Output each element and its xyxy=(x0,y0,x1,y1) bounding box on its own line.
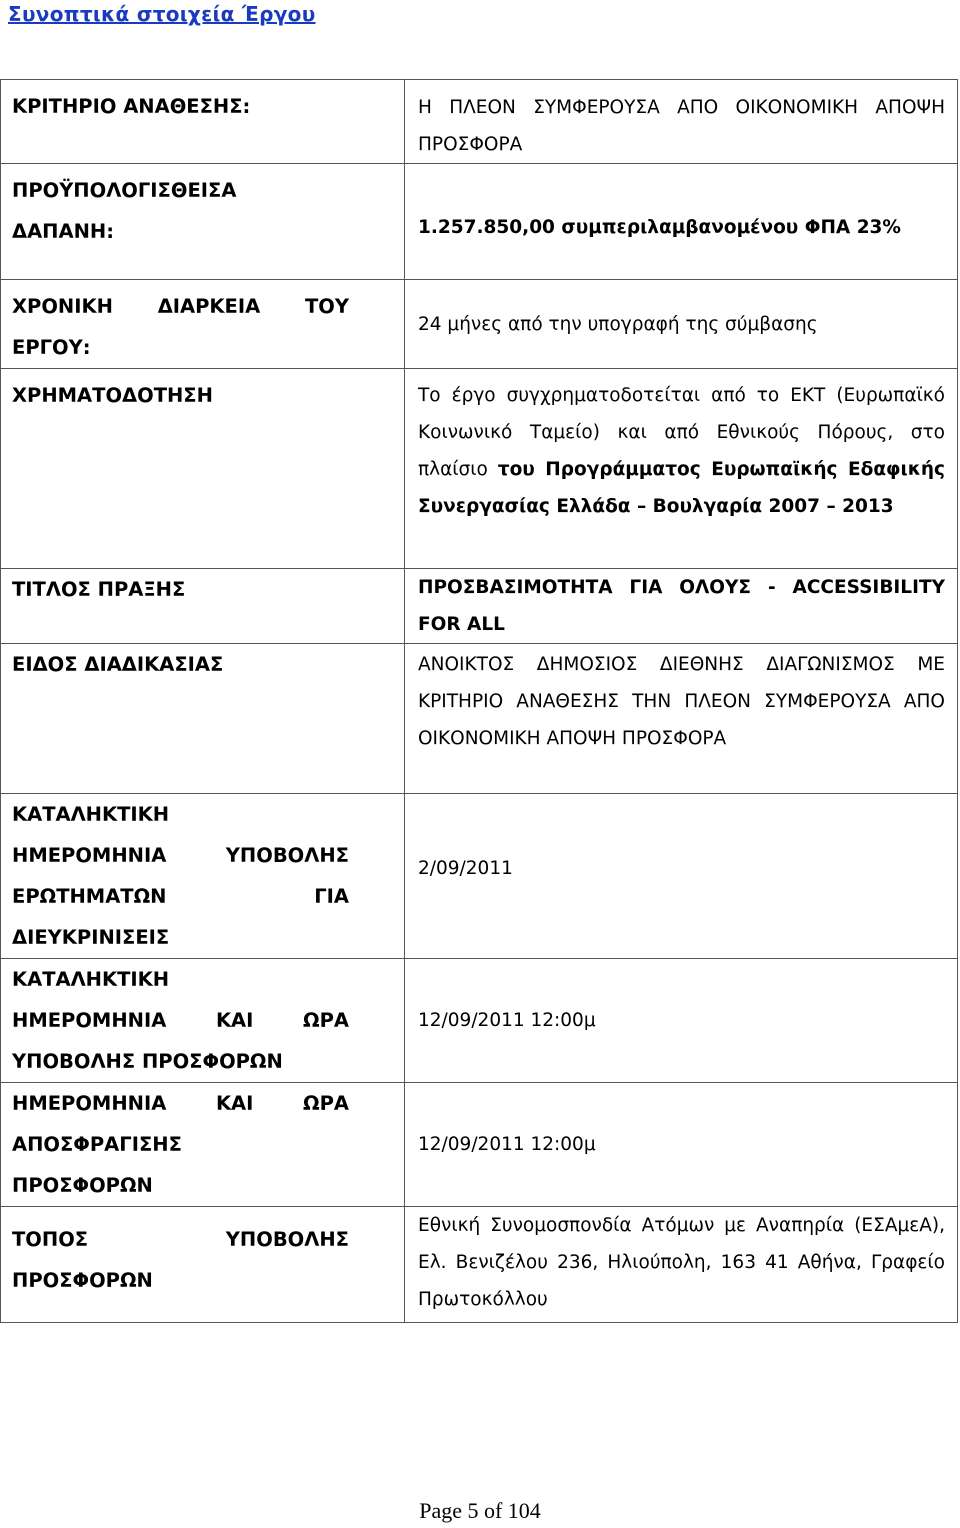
table-row xyxy=(1,1083,958,1207)
row-value: 12/09/2011 12:00μ xyxy=(405,1083,958,1207)
label-line: ΕΙΔΟΣ ΔΙΑΔΙΚΑΣΙΑΣ xyxy=(12,653,224,676)
row-label xyxy=(1,280,405,369)
row-label xyxy=(1,1207,405,1323)
row-value: 24 μήνες από την υπογραφή της σύμβασης xyxy=(405,280,958,369)
table-row xyxy=(1,644,958,794)
label-line: ΗΜΕΡΟΜΗΝΙΑ ΥΠΟΒΟΛΗΣ xyxy=(12,844,349,867)
label-line: ΑΠΟΣΦΡΑΓΙΣΗΣ xyxy=(12,1133,182,1156)
label-line: ΠΡΟΣΦΟΡΩΝ xyxy=(12,1174,153,1197)
row-value: 12/09/2011 12:00μ xyxy=(405,959,958,1083)
label-line: ΧΡΗΜΑΤΟΔΟΤΗΣΗ xyxy=(12,384,213,407)
table-row xyxy=(1,369,958,569)
label-line: ΚΑΤΑΛΗΚΤΙΚΗ xyxy=(12,968,170,991)
table-row xyxy=(1,164,958,280)
row-value: 1.257.850,00 συμπεριλαμβανομένου ΦΠΑ 23% xyxy=(405,164,958,280)
label-line: ΤΟΠΟΣ ΥΠΟΒΟΛΗΣ xyxy=(12,1228,349,1251)
label-line: ΗΜΕΡΟΜΗΝΙΑ ΚΑΙ ΩΡΑ xyxy=(12,1009,349,1032)
page-footer: Page 5 of 104 xyxy=(419,1498,541,1523)
row-value: 2/09/2011 xyxy=(405,794,958,959)
label-line: ΥΠΟΒΟΛΗΣ ΠΡΟΣΦΟΡΩΝ xyxy=(12,1050,283,1073)
row-label xyxy=(1,80,405,164)
table-row xyxy=(1,569,958,644)
row-label xyxy=(1,1083,405,1207)
table-row xyxy=(1,959,958,1083)
label-line: ΠΡΟΫΠΟΛΟΓΙΣΘΕΙΣΑ xyxy=(12,179,237,202)
row-label xyxy=(1,569,405,644)
label-line: ΚΑΤΑΛΗΚΤΙΚΗ xyxy=(12,803,170,826)
label-line: ΕΡΓΟΥ: xyxy=(12,336,91,359)
label-line: ΚΡΙΤΗΡΙΟ ΑΝΑΘΕΣΗΣ: xyxy=(12,95,251,118)
page-title: Συνοπτικά στοιχεία Έργου xyxy=(8,2,316,26)
label-line: ΔΑΠΑΝΗ: xyxy=(12,220,115,243)
table-row xyxy=(1,80,958,164)
row-value xyxy=(405,369,958,569)
label-line: ΤΙΤΛΟΣ ΠΡΑΞΗΣ xyxy=(12,578,186,601)
row-value: Η ΠΛΕΟΝ ΣΥΜΦΕΡΟΥΣΑ ΑΠΟ ΟΙΚΟΝΟΜΙΚΗ ΑΠΟΨΗ ΠΡΟΣΦΟΡΑ xyxy=(405,80,958,164)
row-label xyxy=(1,794,405,959)
project-summary-table xyxy=(0,79,958,1323)
row-value: Εθνική Συνομοσπονδία Ατόμων με Αναπηρία (ΕΣΑμεΑ), Ελ. Βενιζέλου 236, Ηλιούπολη, 163 41 Αθήνα, Γραφείο Πρωτοκόλλου xyxy=(405,1207,958,1323)
funding-text: Το έργο συγχρηματοδοτείται από το ΕΚΤ (Ευρωπαϊκό Κοινωνικό Ταμείο) και από Εθνικούς Πόρους, στο πλαίσιο xyxy=(418,385,945,480)
label-line: ΧΡΟΝΙΚΗ ΔΙΑΡΚΕΙΑ ΤΟΥ xyxy=(12,295,349,318)
row-value: ΑΝΟΙΚΤΟΣ ΔΗΜΟΣΙΟΣ ΔΙΕΘΝΗΣ ΔΙΑΓΩΝΙΣΜΟΣ ΜΕ ΚΡΙΤΗΡΙΟ ΑΝΑΘΕΣΗΣ ΤΗΝ ΠΛΕΟΝ ΣΥΜΦΕΡΟΥΣΑ ΑΠΟ ΟΙΚΟΝΟΜΙΚΗ ΑΠΟΨΗ ΠΡΟΣΦΟΡΑ xyxy=(405,644,958,794)
table-row xyxy=(1,1207,958,1323)
funding-program: του Προγράμματος Ευρωπαϊκής Εδαφικής Συνεργασίας Ελλάδα – Βουλγαρία 2007 – 2013 xyxy=(418,459,945,517)
table-row xyxy=(1,794,958,959)
label-line: ΠΡΟΣΦΟΡΩΝ xyxy=(12,1269,153,1292)
row-value: ΠΡΟΣΒΑΣΙΜΟΤΗΤΑ ΓΙΑ ΟΛΟΥΣ - ACCESSIBILITY FOR ALL xyxy=(405,569,958,644)
table-row xyxy=(1,280,958,369)
row-label xyxy=(1,164,405,280)
row-label xyxy=(1,369,405,569)
label-line: ΕΡΩΤΗΜΑΤΩΝ ΓΙΑ xyxy=(12,885,349,908)
row-label xyxy=(1,959,405,1083)
label-line: ΗΜΕΡΟΜΗΝΙΑ ΚΑΙ ΩΡΑ xyxy=(12,1092,349,1115)
label-line: ΔΙΕΥΚΡΙΝΙΣΕΙΣ xyxy=(12,926,170,949)
row-label xyxy=(1,644,405,794)
